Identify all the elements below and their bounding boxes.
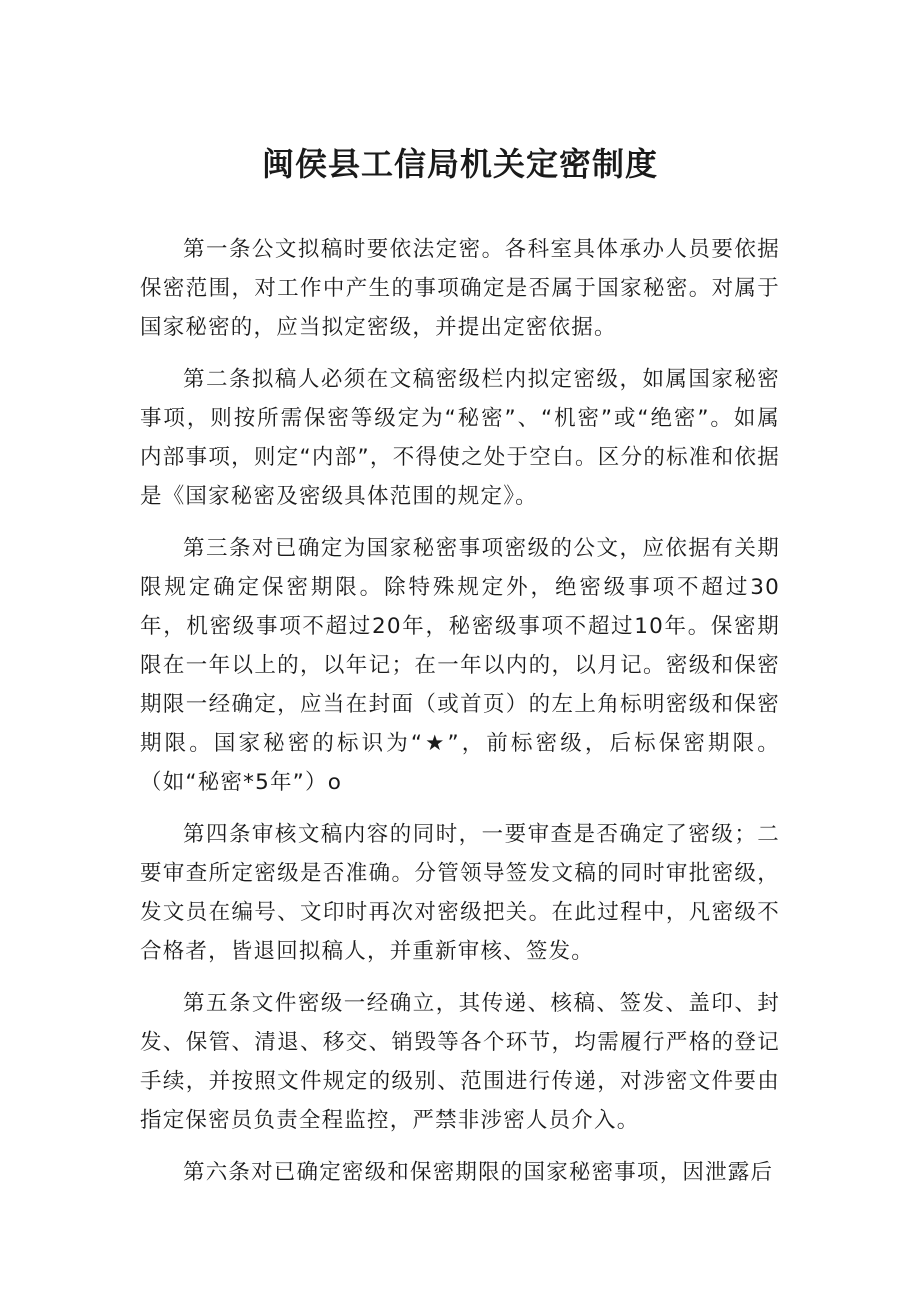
article-3-paragraph: 第三条对已确定为国家秘密事项密级的公文，应依据有关期限规定确定保密期限。除特殊规定外，绝密级事项不超过30年，机密级事项不超过20年，秘密级事项不超过10年。保密期限在一年以上的，以年记；在一年以内的，以月记。密级和保密期限一经确定，应当在封面（或首页）的左上角标明密级和保密期限。国家秘密的标识为“★”，前标密级，后标保密期限。（如“秘密*5年”）o bbox=[140, 536, 780, 795]
document-body bbox=[140, 230, 780, 1205]
document-title: 闽侯县工信局机关定密制度 bbox=[261, 145, 658, 183]
article-6-paragraph: 第六条对已确定密级和保密期限的国家秘密事项，因泄露后 bbox=[183, 1160, 774, 1185]
article-5-paragraph: 第五条文件密级一经确立，其传递、核稿、签发、盖印、封发、保管、清退、移交、销毁等各个环节，均需履行严格的登记手续，并按照文件规定的级别、范围进行传递，对涉密文件要由指定保密员负责全程监控，严禁非涉密人员介入。 bbox=[140, 991, 780, 1133]
article-4-paragraph: 第四条审核文稿内容的同时，一要审查是否确定了密级；二要审查所定密级是否准确。分管领导签发文稿的同时审批密级，发文员在编号、文印时再次对密级把关。在此过程中，凡密级不合格者，皆退回拟稿人，并重新审核、签发。 bbox=[140, 822, 780, 964]
article-1-paragraph: 第一条公文拟稿时要依法定密。各科室具体承办人员要依据保密范围，对工作中产生的事项确定是否属于国家秘密。对属于国家秘密的，应当拟定密级，并提出定密依据。 bbox=[140, 237, 780, 340]
article-2-paragraph: 第二条拟稿人必须在文稿密级栏内拟定密级，如属国家秘密事项，则按所需保密等级定为“秘密”、“机密”或“绝密”。如属内部事项，则定“内部”，不得使之处于空白。区分的标准和依据是《国家秘密及密级具体范围的规定》。 bbox=[140, 367, 780, 509]
